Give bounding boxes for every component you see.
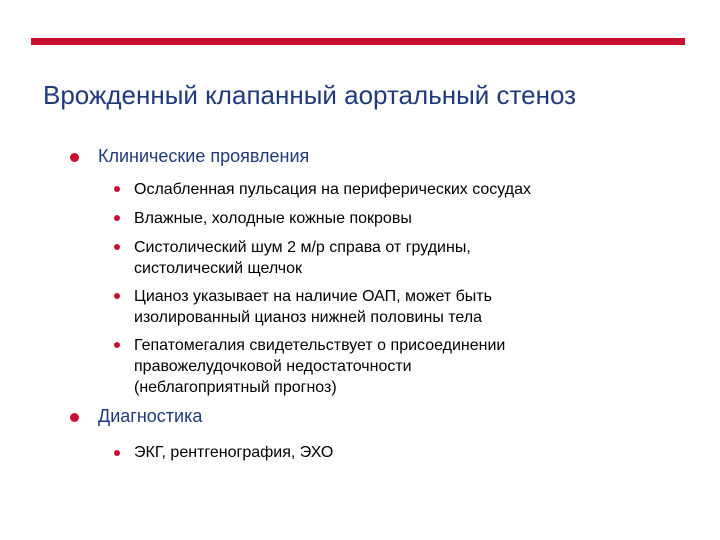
list-item-line: правожелудочковой недостаточности	[134, 358, 412, 375]
list-item-line: (неблагоприятный прогноз)	[134, 379, 337, 396]
slide-title: Врожденный клапанный аортальный стеноз	[43, 80, 577, 110]
list-item	[134, 335, 505, 398]
item-bullet-icon	[114, 215, 120, 221]
item-bullet-icon	[114, 186, 120, 192]
item-bullet-icon	[114, 450, 120, 456]
list-item	[134, 442, 333, 463]
list-item-line: Ослабленная пульсация на периферических сосудах	[134, 181, 532, 198]
top-accent-bar	[31, 38, 685, 45]
list-item	[134, 208, 412, 229]
section-bullet-icon	[70, 413, 79, 422]
list-item-line: Цианоз указывает на наличие ОАП, может быть	[134, 288, 492, 305]
item-bullet-icon	[114, 293, 120, 299]
item-bullet-icon	[114, 244, 120, 250]
list-item	[134, 237, 471, 279]
list-item-line: ЭКГ, рентгенография, ЭХО	[134, 444, 334, 461]
list-item	[134, 179, 531, 200]
list-item-line: Влажные, холодные кожные покровы	[134, 210, 412, 227]
section-heading-diagnostics: Диагностика	[98, 406, 203, 426]
section-bullet-icon	[70, 153, 79, 162]
item-bullet-icon	[114, 342, 120, 348]
section-heading-clinical: Клинические проявления	[98, 146, 310, 166]
list-item-line: изолированный цианоз нижней половины тела	[134, 309, 483, 326]
list-item-line: Гепатомегалия свидетельствует о присоединении	[134, 337, 506, 354]
list-item-line: Систолический шум 2 м/р справа от грудины,	[134, 239, 471, 256]
list-item-line: систолический щелчок	[134, 260, 303, 277]
list-item	[134, 286, 492, 328]
